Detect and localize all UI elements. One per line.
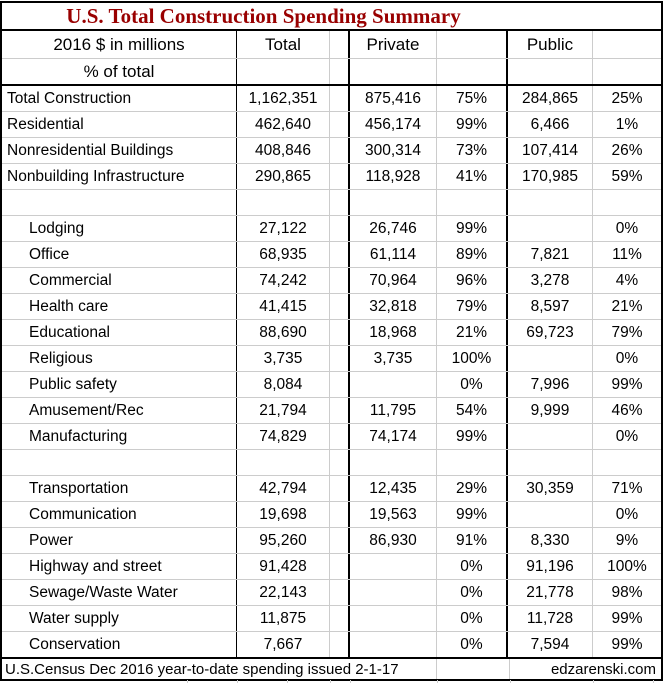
private-percent: 29% (437, 476, 508, 501)
table-row (2, 242, 661, 268)
spacer-cell (330, 346, 350, 371)
total-value: 42,794 (237, 476, 330, 501)
public-value: 107,414 (508, 138, 593, 163)
public-value (508, 216, 593, 241)
private-percent: 99% (437, 502, 508, 527)
private-percent: 75% (437, 86, 508, 111)
header-private: Private (350, 31, 437, 58)
source-note: U.S.Census Dec 2016 year-to-date spending issued 2-1-17 (2, 659, 437, 679)
empty-cell (437, 659, 510, 679)
total-value: 22,143 (237, 580, 330, 605)
public-value: 8,330 (508, 528, 593, 553)
total-value: 8,084 (237, 372, 330, 397)
spacer-cell (330, 138, 350, 163)
private-percent: 99% (437, 112, 508, 137)
total-value: 1,162,351 (237, 86, 330, 111)
row-label: Sewage/Waste Water (2, 580, 237, 605)
public-percent: 25% (611, 89, 643, 107)
private-value: 32,818 (350, 294, 437, 319)
table-row (2, 190, 661, 216)
private-value: 74,174 (350, 424, 437, 449)
private-percent: 79% (437, 294, 508, 319)
spacer-cell (330, 216, 350, 241)
table-row (2, 450, 661, 476)
total-value (237, 450, 330, 475)
table-row (2, 164, 661, 190)
row-label: Public safety (2, 372, 237, 397)
spacer-cell (330, 528, 350, 553)
row-label: Conservation (2, 632, 237, 657)
spacer-cell (330, 502, 350, 527)
private-percent: 96% (437, 268, 508, 293)
table-row (2, 112, 661, 138)
spacer-cell (330, 31, 350, 58)
total-value: 11,875 (237, 606, 330, 631)
private-value (350, 632, 437, 657)
spacer-cell (330, 424, 350, 449)
private-value: 61,114 (350, 242, 437, 267)
private-percent: 0% (437, 580, 508, 605)
private-percent: 91% (437, 528, 508, 553)
spacer-cell (330, 580, 350, 605)
row-label: Health care (2, 294, 237, 319)
public-value: 8,597 (508, 294, 593, 319)
public-value: 21,778 (508, 580, 593, 605)
table-row (2, 86, 661, 112)
spacer-cell (330, 164, 350, 189)
public-percent: 71% (611, 479, 643, 497)
table-row (2, 294, 661, 320)
table-row (2, 476, 661, 502)
table-row (2, 138, 661, 164)
private-value: 300,314 (350, 138, 437, 163)
public-percent: 9% (615, 531, 639, 549)
private-percent: 89% (437, 242, 508, 267)
row-label: Highway and street (2, 554, 237, 579)
private-percent: 41% (437, 164, 508, 189)
table-row (2, 424, 661, 450)
private-percent: 73% (437, 138, 508, 163)
public-percent: 21% (611, 297, 643, 315)
public-percent: 99% (611, 635, 643, 653)
private-percent: 99% (437, 216, 508, 241)
public-value: 170,985 (508, 164, 593, 189)
public-value: 11,728 (508, 606, 593, 631)
header-public: Public (508, 31, 593, 58)
table-row (2, 502, 661, 528)
public-value: 3,278 (508, 268, 593, 293)
total-value: 74,829 (237, 424, 330, 449)
header-private-pct-cell (437, 31, 508, 58)
table-row (2, 606, 661, 632)
table-title: U.S. Total Construction Spending Summary (66, 3, 461, 28)
private-percent (437, 190, 508, 215)
header-total: Total (237, 31, 330, 58)
public-percent: 79% (611, 323, 643, 341)
empty-cell (237, 59, 330, 84)
private-percent: 0% (437, 606, 508, 631)
website-text[interactable]: edzarenski.com (550, 660, 656, 678)
private-value (350, 190, 437, 215)
private-percent: 0% (437, 372, 508, 397)
table-row (2, 372, 661, 398)
table-row (2, 320, 661, 346)
spacer-cell (330, 242, 350, 267)
row-label: Nonresidential Buildings (2, 138, 237, 163)
row-label: Commercial (2, 268, 237, 293)
public-value (508, 502, 593, 527)
row-label: Communication (2, 502, 237, 527)
construction-spending-table (0, 1, 663, 681)
spacer-cell (330, 372, 350, 397)
spacer-cell (330, 632, 350, 657)
table-row (2, 216, 661, 242)
private-value: 26,746 (350, 216, 437, 241)
private-value: 875,416 (350, 86, 437, 111)
row-label (2, 190, 237, 215)
header-pct-of-total-label: % of total (2, 59, 237, 84)
footer-row (2, 659, 661, 679)
public-value (508, 346, 593, 371)
private-value (350, 606, 437, 631)
table-body (2, 86, 661, 659)
public-percent: 46% (611, 401, 643, 419)
spacer-cell (330, 450, 350, 475)
private-value (350, 554, 437, 579)
spacer-cell (330, 476, 350, 501)
public-percent: 4% (615, 271, 639, 289)
row-label: Nonbuilding Infrastructure (2, 164, 237, 189)
spacer-cell (330, 398, 350, 423)
total-value: 462,640 (237, 112, 330, 137)
total-value: 3,735 (237, 346, 330, 371)
public-value (508, 450, 593, 475)
public-percent (593, 450, 661, 475)
row-label: Total Construction (2, 86, 237, 111)
spacer-cell (330, 294, 350, 319)
public-value: 30,359 (508, 476, 593, 501)
spacer-cell (330, 268, 350, 293)
total-value: 7,667 (237, 632, 330, 657)
total-value: 27,122 (237, 216, 330, 241)
empty-cell (508, 59, 593, 84)
public-percent: 99% (611, 609, 643, 627)
public-percent: 98% (611, 583, 643, 601)
row-label: Manufacturing (2, 424, 237, 449)
header-units-label: 2016 $ in millions (2, 31, 237, 58)
total-value (237, 190, 330, 215)
public-value: 7,996 (508, 372, 593, 397)
private-value: 19,563 (350, 502, 437, 527)
total-value: 408,846 (237, 138, 330, 163)
private-value (350, 450, 437, 475)
total-value: 68,935 (237, 242, 330, 267)
public-percent: 100% (607, 557, 647, 575)
row-label (2, 450, 237, 475)
public-percent: 11% (612, 245, 642, 263)
public-value: 9,999 (508, 398, 593, 423)
row-label: Transportation (2, 476, 237, 501)
private-value: 118,928 (350, 164, 437, 189)
row-label: Office (2, 242, 237, 267)
spacer-cell (330, 606, 350, 631)
public-value (508, 190, 593, 215)
public-percent: 59% (611, 167, 643, 185)
table-row (2, 528, 661, 554)
empty-cell (437, 59, 508, 84)
spacer-cell (330, 320, 350, 345)
private-value: 456,174 (350, 112, 437, 137)
public-value: 91,196 (508, 554, 593, 579)
header-row-2 (2, 59, 661, 86)
row-label: Religious (2, 346, 237, 371)
private-value: 18,968 (350, 320, 437, 345)
public-percent: 0% (615, 219, 639, 237)
table-row (2, 268, 661, 294)
private-value: 86,930 (350, 528, 437, 553)
private-value (350, 580, 437, 605)
table-row (2, 632, 661, 659)
row-label: Water supply (2, 606, 237, 631)
public-percent: 99% (611, 375, 643, 393)
spacer-cell (330, 112, 350, 137)
public-percent: 0% (615, 349, 639, 367)
table-row (2, 398, 661, 424)
table-row (2, 346, 661, 372)
private-value: 70,964 (350, 268, 437, 293)
private-percent: 21% (437, 320, 508, 345)
spacer-cell (330, 86, 350, 111)
total-value: 290,865 (237, 164, 330, 189)
empty-cell (350, 59, 437, 84)
spacer-cell (330, 59, 350, 84)
public-percent: 0% (615, 427, 639, 445)
total-value: 74,242 (237, 268, 330, 293)
empty-cell (593, 59, 661, 84)
public-percent: 1% (615, 115, 639, 133)
table-row (2, 580, 661, 606)
public-percent: 26% (611, 141, 643, 159)
public-value (508, 424, 593, 449)
public-value: 7,821 (508, 242, 593, 267)
total-value: 19,698 (237, 502, 330, 527)
spacer-cell (330, 190, 350, 215)
total-value: 95,260 (237, 528, 330, 553)
private-percent: 99% (437, 424, 508, 449)
total-value: 88,690 (237, 320, 330, 345)
total-value: 41,415 (237, 294, 330, 319)
public-value: 6,466 (508, 112, 593, 137)
private-value (350, 372, 437, 397)
table-row (2, 554, 661, 580)
spacer-cell (330, 554, 350, 579)
private-value: 12,435 (350, 476, 437, 501)
total-value: 21,794 (237, 398, 330, 423)
header-row-1 (2, 31, 661, 59)
total-value: 91,428 (237, 554, 330, 579)
public-value: 69,723 (508, 320, 593, 345)
row-label: Amusement/Rec (2, 398, 237, 423)
private-value: 3,735 (350, 346, 437, 371)
public-percent (593, 190, 661, 215)
private-percent (437, 450, 508, 475)
public-value: 284,865 (508, 86, 593, 111)
row-label: Power (2, 528, 237, 553)
private-percent: 100% (437, 346, 508, 371)
row-label: Educational (2, 320, 237, 345)
row-label: Lodging (2, 216, 237, 241)
public-percent: 0% (615, 505, 639, 523)
row-label: Residential (2, 112, 237, 137)
private-percent: 54% (437, 398, 508, 423)
private-value: 11,795 (350, 398, 437, 423)
public-value: 7,594 (508, 632, 593, 657)
table-title-row (2, 3, 661, 31)
header-public-pct-cell (593, 31, 661, 58)
private-percent: 0% (437, 554, 508, 579)
private-percent: 0% (437, 632, 508, 657)
